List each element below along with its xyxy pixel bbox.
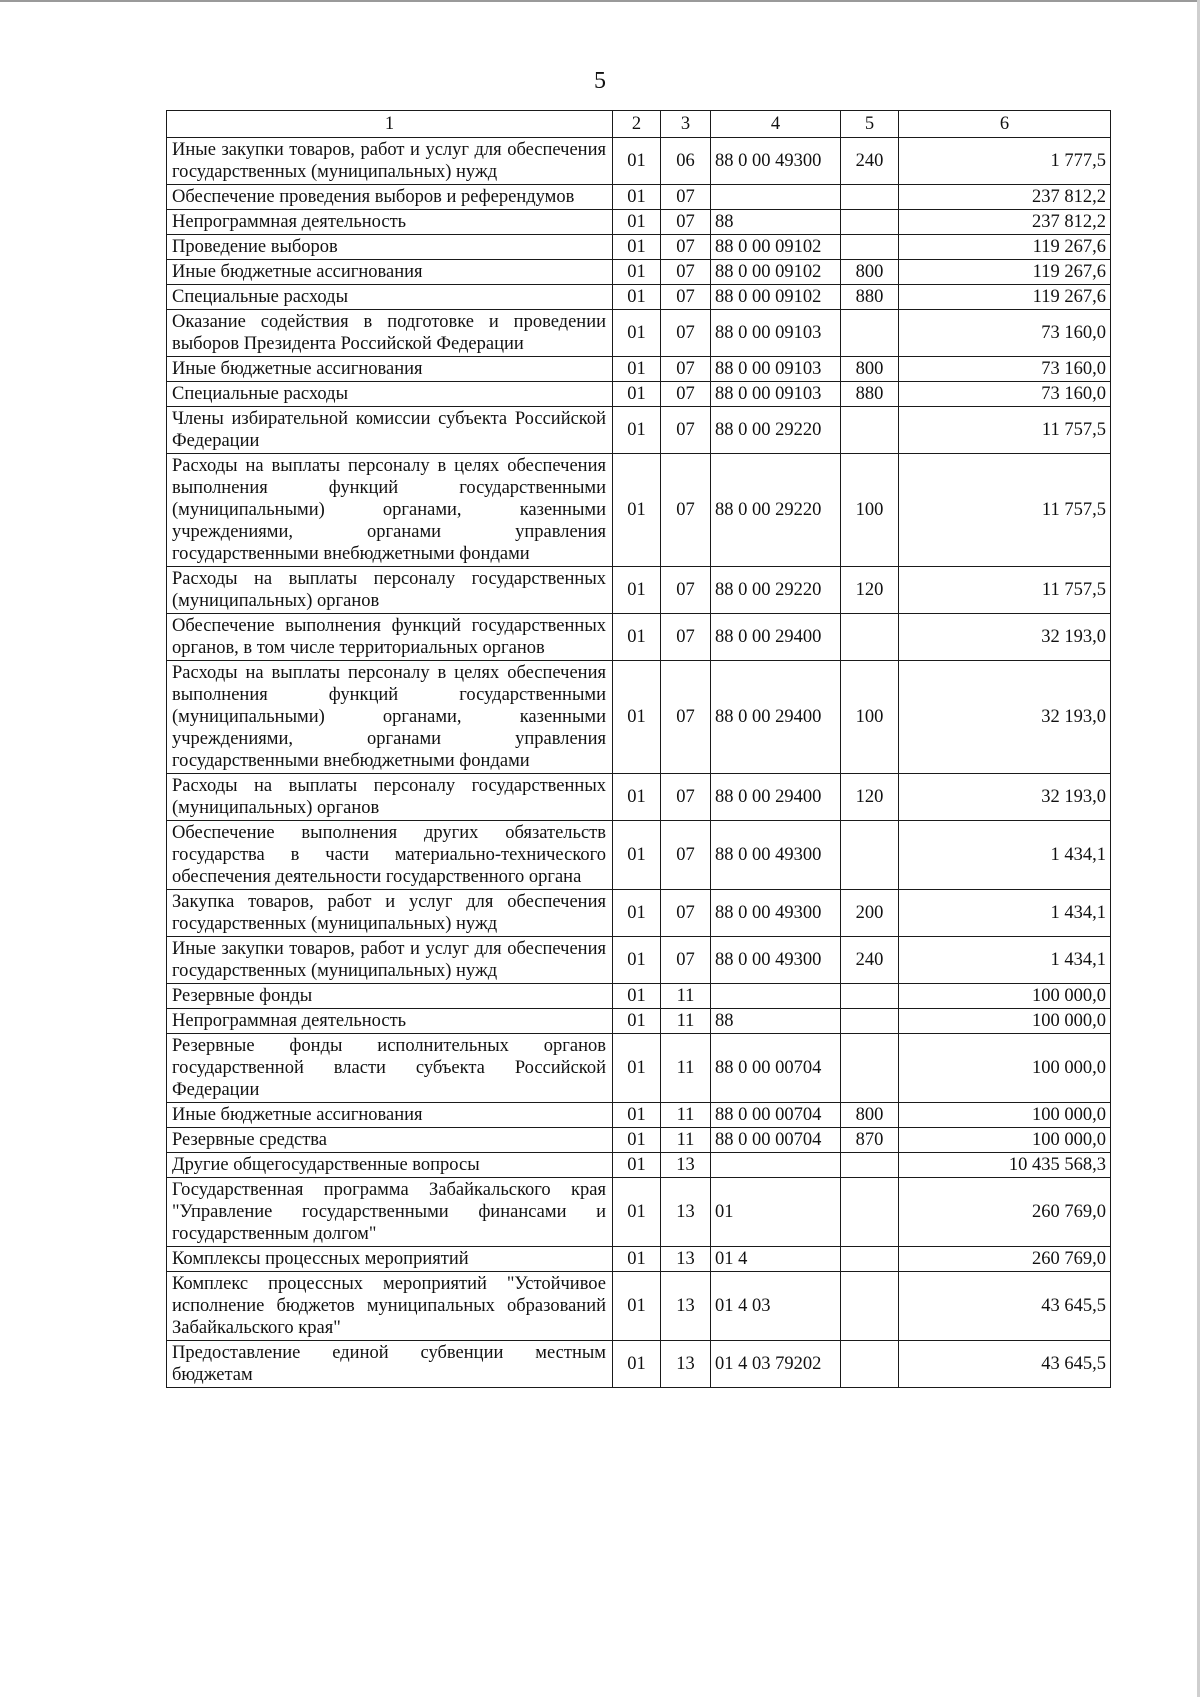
cell-expense-type bbox=[841, 1009, 899, 1034]
cell-subsection: 11 bbox=[661, 1103, 711, 1128]
cell-amount: 260 769,0 bbox=[899, 1247, 1111, 1272]
table-row bbox=[167, 1103, 1111, 1128]
cell-target-code: 88 0 00 29400 bbox=[711, 774, 841, 821]
cell-expense-type: 800 bbox=[841, 357, 899, 382]
cell-expense-type: 240 bbox=[841, 937, 899, 984]
cell-subsection: 13 bbox=[661, 1153, 711, 1178]
cell-item-name: Члены избирательной комиссии субъекта Российской Федерации bbox=[167, 407, 613, 454]
cell-target-code: 88 0 00 49300 bbox=[711, 937, 841, 984]
cell-subsection: 13 bbox=[661, 1272, 711, 1341]
cell-target-code: 88 0 00 09102 bbox=[711, 260, 841, 285]
cell-expense-type bbox=[841, 185, 899, 210]
cell-amount: 100 000,0 bbox=[899, 1034, 1111, 1103]
cell-subsection: 07 bbox=[661, 185, 711, 210]
cell-amount: 32 193,0 bbox=[899, 774, 1111, 821]
table-row bbox=[167, 1128, 1111, 1153]
cell-subsection: 07 bbox=[661, 614, 711, 661]
cell-item-name: Расходы на выплаты персоналу государственных (муниципальных) органов bbox=[167, 567, 613, 614]
cell-subsection: 13 bbox=[661, 1341, 711, 1388]
scan-edge-top bbox=[0, 0, 1200, 2]
cell-section: 01 bbox=[613, 138, 661, 185]
cell-target-code: 01 4 bbox=[711, 1247, 841, 1272]
table-row bbox=[167, 357, 1111, 382]
cell-section: 01 bbox=[613, 357, 661, 382]
cell-section: 01 bbox=[613, 260, 661, 285]
cell-expense-type bbox=[841, 1034, 899, 1103]
cell-item-name: Специальные расходы bbox=[167, 382, 613, 407]
column-header-5: 5 bbox=[841, 111, 899, 138]
page-number: 5 bbox=[594, 68, 606, 94]
cell-amount: 1 777,5 bbox=[899, 138, 1111, 185]
cell-expense-type bbox=[841, 310, 899, 357]
budget-table bbox=[166, 110, 1111, 1388]
cell-subsection: 07 bbox=[661, 937, 711, 984]
cell-expense-type bbox=[841, 821, 899, 890]
cell-amount: 100 000,0 bbox=[899, 1009, 1111, 1034]
cell-expense-type bbox=[841, 1178, 899, 1247]
cell-section: 01 bbox=[613, 210, 661, 235]
cell-amount: 100 000,0 bbox=[899, 1128, 1111, 1153]
cell-target-code bbox=[711, 185, 841, 210]
cell-item-name: Государственная программа Забайкальского края "Управление государственными финансами и государственным долгом" bbox=[167, 1178, 613, 1247]
cell-target-code bbox=[711, 1153, 841, 1178]
cell-target-code: 01 bbox=[711, 1178, 841, 1247]
cell-amount: 11 757,5 bbox=[899, 567, 1111, 614]
cell-subsection: 07 bbox=[661, 357, 711, 382]
table-row bbox=[167, 1178, 1111, 1247]
cell-expense-type: 120 bbox=[841, 567, 899, 614]
cell-expense-type bbox=[841, 1247, 899, 1272]
cell-target-code: 01 4 03 bbox=[711, 1272, 841, 1341]
table-row bbox=[167, 1153, 1111, 1178]
cell-target-code: 88 0 00 09102 bbox=[711, 285, 841, 310]
table-row bbox=[167, 1034, 1111, 1103]
cell-subsection: 13 bbox=[661, 1178, 711, 1247]
column-header-4: 4 bbox=[711, 111, 841, 138]
cell-subsection: 07 bbox=[661, 821, 711, 890]
table-row bbox=[167, 260, 1111, 285]
column-header-2: 2 bbox=[613, 111, 661, 138]
cell-subsection: 07 bbox=[661, 454, 711, 567]
cell-section: 01 bbox=[613, 1178, 661, 1247]
cell-amount: 119 267,6 bbox=[899, 285, 1111, 310]
cell-subsection: 13 bbox=[661, 1247, 711, 1272]
cell-target-code: 88 0 00 00704 bbox=[711, 1128, 841, 1153]
cell-item-name: Обеспечение проведения выборов и референдумов bbox=[167, 185, 613, 210]
table-row bbox=[167, 661, 1111, 774]
cell-target-code: 88 0 00 29400 bbox=[711, 614, 841, 661]
cell-target-code: 88 0 00 29400 bbox=[711, 661, 841, 774]
cell-item-name: Иные закупки товаров, работ и услуг для обеспечения государственных (муниципальных) нужд bbox=[167, 138, 613, 185]
cell-section: 01 bbox=[613, 1153, 661, 1178]
cell-item-name: Резервные фонды bbox=[167, 984, 613, 1009]
table-row bbox=[167, 567, 1111, 614]
cell-section: 01 bbox=[613, 1034, 661, 1103]
cell-amount: 100 000,0 bbox=[899, 984, 1111, 1009]
cell-subsection: 07 bbox=[661, 235, 711, 260]
cell-item-name: Расходы на выплаты персоналу государственных (муниципальных) органов bbox=[167, 774, 613, 821]
cell-section: 01 bbox=[613, 454, 661, 567]
table-row bbox=[167, 937, 1111, 984]
cell-amount: 260 769,0 bbox=[899, 1178, 1111, 1247]
cell-amount: 73 160,0 bbox=[899, 310, 1111, 357]
cell-subsection: 07 bbox=[661, 407, 711, 454]
cell-expense-type bbox=[841, 1153, 899, 1178]
cell-subsection: 06 bbox=[661, 138, 711, 185]
cell-amount: 73 160,0 bbox=[899, 382, 1111, 407]
cell-amount: 1 434,1 bbox=[899, 937, 1111, 984]
cell-amount: 73 160,0 bbox=[899, 357, 1111, 382]
table-row bbox=[167, 235, 1111, 260]
cell-expense-type: 870 bbox=[841, 1128, 899, 1153]
cell-expense-type: 880 bbox=[841, 285, 899, 310]
cell-item-name: Комплекс процессных мероприятий "Устойчивое исполнение бюджетов муниципальных образований Забайкальского края" bbox=[167, 1272, 613, 1341]
cell-item-name: Иные бюджетные ассигнования bbox=[167, 1103, 613, 1128]
cell-expense-type: 800 bbox=[841, 1103, 899, 1128]
table-row bbox=[167, 210, 1111, 235]
cell-subsection: 07 bbox=[661, 310, 711, 357]
table-row bbox=[167, 821, 1111, 890]
cell-section: 01 bbox=[613, 310, 661, 357]
cell-section: 01 bbox=[613, 821, 661, 890]
cell-expense-type bbox=[841, 1272, 899, 1341]
cell-item-name: Оказание содействия в подготовке и проведении выборов Президента Российской Федерации bbox=[167, 310, 613, 357]
cell-subsection: 07 bbox=[661, 210, 711, 235]
cell-section: 01 bbox=[613, 890, 661, 937]
table-row bbox=[167, 1009, 1111, 1034]
cell-subsection: 07 bbox=[661, 774, 711, 821]
cell-expense-type: 100 bbox=[841, 454, 899, 567]
table-row bbox=[167, 984, 1111, 1009]
cell-item-name: Закупка товаров, работ и услуг для обеспечения государственных (муниципальных) нужд bbox=[167, 890, 613, 937]
cell-expense-type: 100 bbox=[841, 661, 899, 774]
column-header-6: 6 bbox=[899, 111, 1111, 138]
cell-subsection: 07 bbox=[661, 890, 711, 937]
column-header-1: 1 bbox=[167, 111, 613, 138]
column-header-3: 3 bbox=[661, 111, 711, 138]
cell-section: 01 bbox=[613, 1341, 661, 1388]
cell-target-code: 88 0 00 29220 bbox=[711, 454, 841, 567]
table-row bbox=[167, 1341, 1111, 1388]
cell-item-name: Специальные расходы bbox=[167, 285, 613, 310]
cell-item-name: Иные бюджетные ассигнования bbox=[167, 260, 613, 285]
cell-item-name: Иные бюджетные ассигнования bbox=[167, 357, 613, 382]
cell-target-code: 88 bbox=[711, 1009, 841, 1034]
cell-amount: 43 645,5 bbox=[899, 1272, 1111, 1341]
cell-section: 01 bbox=[613, 185, 661, 210]
cell-item-name: Непрограммная деятельность bbox=[167, 210, 613, 235]
cell-item-name: Расходы на выплаты персоналу в целях обеспечения выполнения функций государственными (муниципальными) органами, казенными учреждениями, органами управления государственными внебюджетными фондами bbox=[167, 454, 613, 567]
cell-target-code: 01 4 03 79202 bbox=[711, 1341, 841, 1388]
cell-amount: 10 435 568,3 bbox=[899, 1153, 1111, 1178]
cell-item-name: Обеспечение выполнения других обязательств государства в части материально-технического обеспечения деятельности государственного органа bbox=[167, 821, 613, 890]
cell-target-code: 88 0 00 49300 bbox=[711, 890, 841, 937]
table-row bbox=[167, 774, 1111, 821]
table-row bbox=[167, 1247, 1111, 1272]
table-row bbox=[167, 185, 1111, 210]
cell-section: 01 bbox=[613, 1247, 661, 1272]
cell-target-code: 88 0 00 09103 bbox=[711, 382, 841, 407]
cell-amount: 32 193,0 bbox=[899, 614, 1111, 661]
table-row bbox=[167, 310, 1111, 357]
cell-expense-type: 880 bbox=[841, 382, 899, 407]
table-row bbox=[167, 285, 1111, 310]
table-row bbox=[167, 1272, 1111, 1341]
cell-subsection: 11 bbox=[661, 984, 711, 1009]
cell-expense-type: 240 bbox=[841, 138, 899, 185]
cell-section: 01 bbox=[613, 937, 661, 984]
table-row bbox=[167, 138, 1111, 185]
cell-section: 01 bbox=[613, 1272, 661, 1341]
cell-target-code: 88 0 00 09103 bbox=[711, 357, 841, 382]
cell-expense-type bbox=[841, 984, 899, 1009]
cell-subsection: 11 bbox=[661, 1009, 711, 1034]
cell-amount: 100 000,0 bbox=[899, 1103, 1111, 1128]
cell-subsection: 11 bbox=[661, 1128, 711, 1153]
cell-section: 01 bbox=[613, 285, 661, 310]
cell-amount: 11 757,5 bbox=[899, 454, 1111, 567]
cell-amount: 237 812,2 bbox=[899, 210, 1111, 235]
cell-subsection: 07 bbox=[661, 567, 711, 614]
cell-item-name: Резервные средства bbox=[167, 1128, 613, 1153]
cell-amount: 1 434,1 bbox=[899, 821, 1111, 890]
cell-expense-type: 200 bbox=[841, 890, 899, 937]
cell-section: 01 bbox=[613, 661, 661, 774]
table-row bbox=[167, 454, 1111, 567]
cell-subsection: 07 bbox=[661, 260, 711, 285]
cell-section: 01 bbox=[613, 1128, 661, 1153]
cell-target-code: 88 0 00 00704 bbox=[711, 1103, 841, 1128]
cell-target-code: 88 0 00 49300 bbox=[711, 821, 841, 890]
cell-section: 01 bbox=[613, 1103, 661, 1128]
cell-section: 01 bbox=[613, 382, 661, 407]
cell-amount: 119 267,6 bbox=[899, 260, 1111, 285]
cell-amount: 43 645,5 bbox=[899, 1341, 1111, 1388]
cell-target-code: 88 0 00 09102 bbox=[711, 235, 841, 260]
cell-target-code: 88 0 00 49300 bbox=[711, 138, 841, 185]
cell-section: 01 bbox=[613, 1009, 661, 1034]
cell-section: 01 bbox=[613, 567, 661, 614]
cell-item-name: Иные закупки товаров, работ и услуг для обеспечения государственных (муниципальных) нужд bbox=[167, 937, 613, 984]
cell-section: 01 bbox=[613, 407, 661, 454]
cell-item-name: Другие общегосударственные вопросы bbox=[167, 1153, 613, 1178]
table-row bbox=[167, 382, 1111, 407]
cell-target-code: 88 0 00 29220 bbox=[711, 407, 841, 454]
cell-item-name: Резервные фонды исполнительных органов государственной власти субъекта Российской Федерации bbox=[167, 1034, 613, 1103]
table-body bbox=[167, 111, 1111, 1388]
cell-expense-type bbox=[841, 235, 899, 260]
table-header-row bbox=[167, 111, 1111, 138]
cell-expense-type bbox=[841, 407, 899, 454]
cell-target-code: 88 bbox=[711, 210, 841, 235]
cell-subsection: 07 bbox=[661, 661, 711, 774]
cell-target-code: 88 0 00 29220 bbox=[711, 567, 841, 614]
cell-amount: 32 193,0 bbox=[899, 661, 1111, 774]
cell-section: 01 bbox=[613, 774, 661, 821]
cell-item-name: Предоставление единой субвенции местным бюджетам bbox=[167, 1341, 613, 1388]
cell-item-name: Непрограммная деятельность bbox=[167, 1009, 613, 1034]
cell-expense-type: 800 bbox=[841, 260, 899, 285]
cell-expense-type: 120 bbox=[841, 774, 899, 821]
cell-amount: 11 757,5 bbox=[899, 407, 1111, 454]
table-row bbox=[167, 407, 1111, 454]
cell-target-code: 88 0 00 00704 bbox=[711, 1034, 841, 1103]
cell-amount: 237 812,2 bbox=[899, 185, 1111, 210]
cell-amount: 119 267,6 bbox=[899, 235, 1111, 260]
cell-expense-type bbox=[841, 614, 899, 661]
cell-item-name: Комплексы процессных мероприятий bbox=[167, 1247, 613, 1272]
cell-subsection: 07 bbox=[661, 382, 711, 407]
table-row bbox=[167, 890, 1111, 937]
cell-section: 01 bbox=[613, 984, 661, 1009]
cell-expense-type bbox=[841, 210, 899, 235]
cell-target-code bbox=[711, 984, 841, 1009]
cell-section: 01 bbox=[613, 235, 661, 260]
cell-item-name: Расходы на выплаты персоналу в целях обеспечения выполнения функций государственными (муниципальными) органами, казенными учреждениями, органами управления государственными внебюджетными фондами bbox=[167, 661, 613, 774]
cell-amount: 1 434,1 bbox=[899, 890, 1111, 937]
cell-target-code: 88 0 00 09103 bbox=[711, 310, 841, 357]
cell-expense-type bbox=[841, 1341, 899, 1388]
cell-item-name: Проведение выборов bbox=[167, 235, 613, 260]
cell-item-name: Обеспечение выполнения функций государственных органов, в том числе территориальных органов bbox=[167, 614, 613, 661]
table-row bbox=[167, 614, 1111, 661]
cell-subsection: 07 bbox=[661, 285, 711, 310]
cell-subsection: 11 bbox=[661, 1034, 711, 1103]
cell-section: 01 bbox=[613, 614, 661, 661]
